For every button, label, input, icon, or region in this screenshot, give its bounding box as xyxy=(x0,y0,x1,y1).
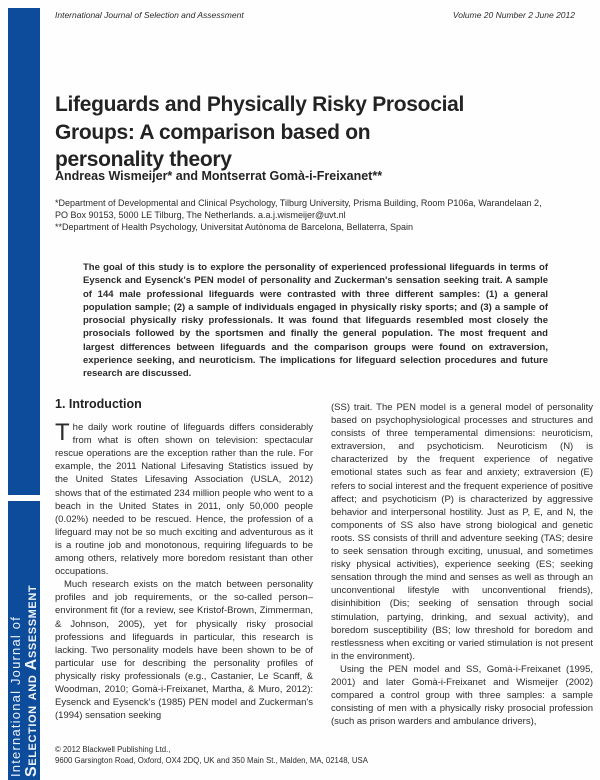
journal-spine-block xyxy=(8,8,40,495)
running-head xyxy=(55,10,575,20)
article-title xyxy=(55,91,580,174)
intro-paragraph-3: (SS) trait. The PEN model is a general model of personality based on psychophysiological processes and structures and consists of three temperamental dimensions: neuroticism, extraversion, and psychoticism. Neuroticism (N) is characterized by the frequent experience of negative emotional states such as fear and anxiety; extraversion (E) refers to social interest and the frequent experience of positive affect; and psychoticism (P) is characterized by aggressive behavior and interpersonal hostility. Just as P, E, and N, the components of SS also have strong biological and genetic roots. SS consists of thrill and adventure seeking (TAS; desire to seek sensation through exciting, unusual, and sometimes risky physical activities), experience seeking (ES; seeking sensation through the mind and senses as well as through an unconventional lifestyle with unconventional friends), disinhibition (Dis; seeking of sensation through social stimulation, partying, drinking, and sexual activity), and boredom susceptibility (BS; low threshold for boredom and restlessness when exciting or varied stimulation is not present in the environment). xyxy=(331,402,593,662)
vertical-journal-name-line: International Journal of xyxy=(8,615,23,777)
article-title-line-1: Lifeguards and Physically Risky Prosocial xyxy=(55,93,465,117)
body-column-left xyxy=(55,398,313,722)
affiliation-2: **Department of Health Psychology, Universitat Autònoma de Barcelona, Bellaterra, Spain xyxy=(55,221,414,232)
copyright-line-1: © 2012 Blackwell Publishing Ltd., xyxy=(55,745,171,754)
intro-paragraph-1-text: he daily work routine of lifeguards differs considerably from what is often shown on television: spectacular rescue operations are the exception rather than the rule. For example, the 2011 National Lifesaving Statistics issued by the United States Lifesaving Association (USLA, 2012) shows that of the estimated 234 million people who went to a beach in the United States in 2011, only 50,000 people (0.02%) needed to be rescued. Hence, the profession of a lifeguard may not be so much exciting and adventurous as it is a routine job and monotonous, requiring lifeguards to be among others, relatively more boredom resistant than other occupations. xyxy=(55,422,313,578)
vertical-journal-title xyxy=(9,504,41,780)
vertical-journal-title-line: Selection and Assessment xyxy=(23,584,40,777)
intro-paragraph-2: Much research exists on the match between personality profiles and job requirements, or the so-called person–environment fit (for a review, see Kristof-Brown, Zimmerman, & Johnson, 2005), yet for physically risky prosocial professions and lifeguards in particular, this research is lacking. Two personality models have been shown to be of particular use for describing the personality profiles of physically risky professionals (e.g., Castanier, Le Scanff, & Woodman, 2010; Gomà-i-Freixanet, Martha, & Muro, 2012): Eysenck and Eysenck's (1985) PEN model and Zuckerman's (1994) sensation seeking xyxy=(55,579,313,722)
abstract: The goal of this study is to explore the personality of experienced professional lifeguards in terms of Eysenck and Eysenck's PEN model of personality and Zuckerman's sensation seeking trait. A sample of 144 male professional lifeguards were contrasted with three different samples: (1) a general population sample; (2) a sample of individuals engaged in physically risky sports; and (3) a sample of prosocial physically risky professionals. It was found that lifeguards resembled most closely the prosocials followed by the sportsmen and finally the general population. The most frequent and largest differences between lifeguards and the comparison groups were found on extraversion, experience seeking, and neuroticism. The implications for lifeguard selection procedures and future research are discussed. xyxy=(83,262,548,380)
running-head-journal: International Journal of Selection and Assessment xyxy=(55,10,244,20)
section-heading-introduction: 1. Introduction xyxy=(55,397,142,411)
article-title-line-3: personality theory xyxy=(55,148,232,172)
article-title-line-2: Groups: A comparison based on xyxy=(55,120,371,144)
body-column-right xyxy=(331,401,593,728)
drop-cap: T xyxy=(55,419,70,447)
running-head-issue: Volume 20 Number 2 June 2012 xyxy=(452,10,575,20)
copyright-footer xyxy=(55,744,575,766)
copyright-line-2: 9600 Garsington Road, Oxford, OX4 2DQ, UK and 350 Main St., Malden, MA, 02148, USA xyxy=(55,756,368,766)
author-byline: Andreas Wismeijer* and Montserrat Gomà-i-Freixanet** xyxy=(55,169,383,183)
affiliation-1: *Department of Developmental and Clinical Psychology, Tilburg University, Prisma Building, Room P106a, Warandelaan 2, PO Box 90153, 5000 LE Tilburg, The Netherlands. a.a.j.wismeijer@uvt.nl xyxy=(55,198,542,220)
affiliations xyxy=(55,198,549,233)
intro-paragraph-4: Using the PEN model and SS, Gomà-i-Freixanet (1995, 2001) and later Gomà-i-Freixanet and Wismeijer (2002) compared a control group with three samples: a sample consisting of men with a physically risky prosocial profession (such as prison warders and ambulance drivers), xyxy=(331,663,593,728)
intro-paragraph-1 xyxy=(55,421,313,578)
